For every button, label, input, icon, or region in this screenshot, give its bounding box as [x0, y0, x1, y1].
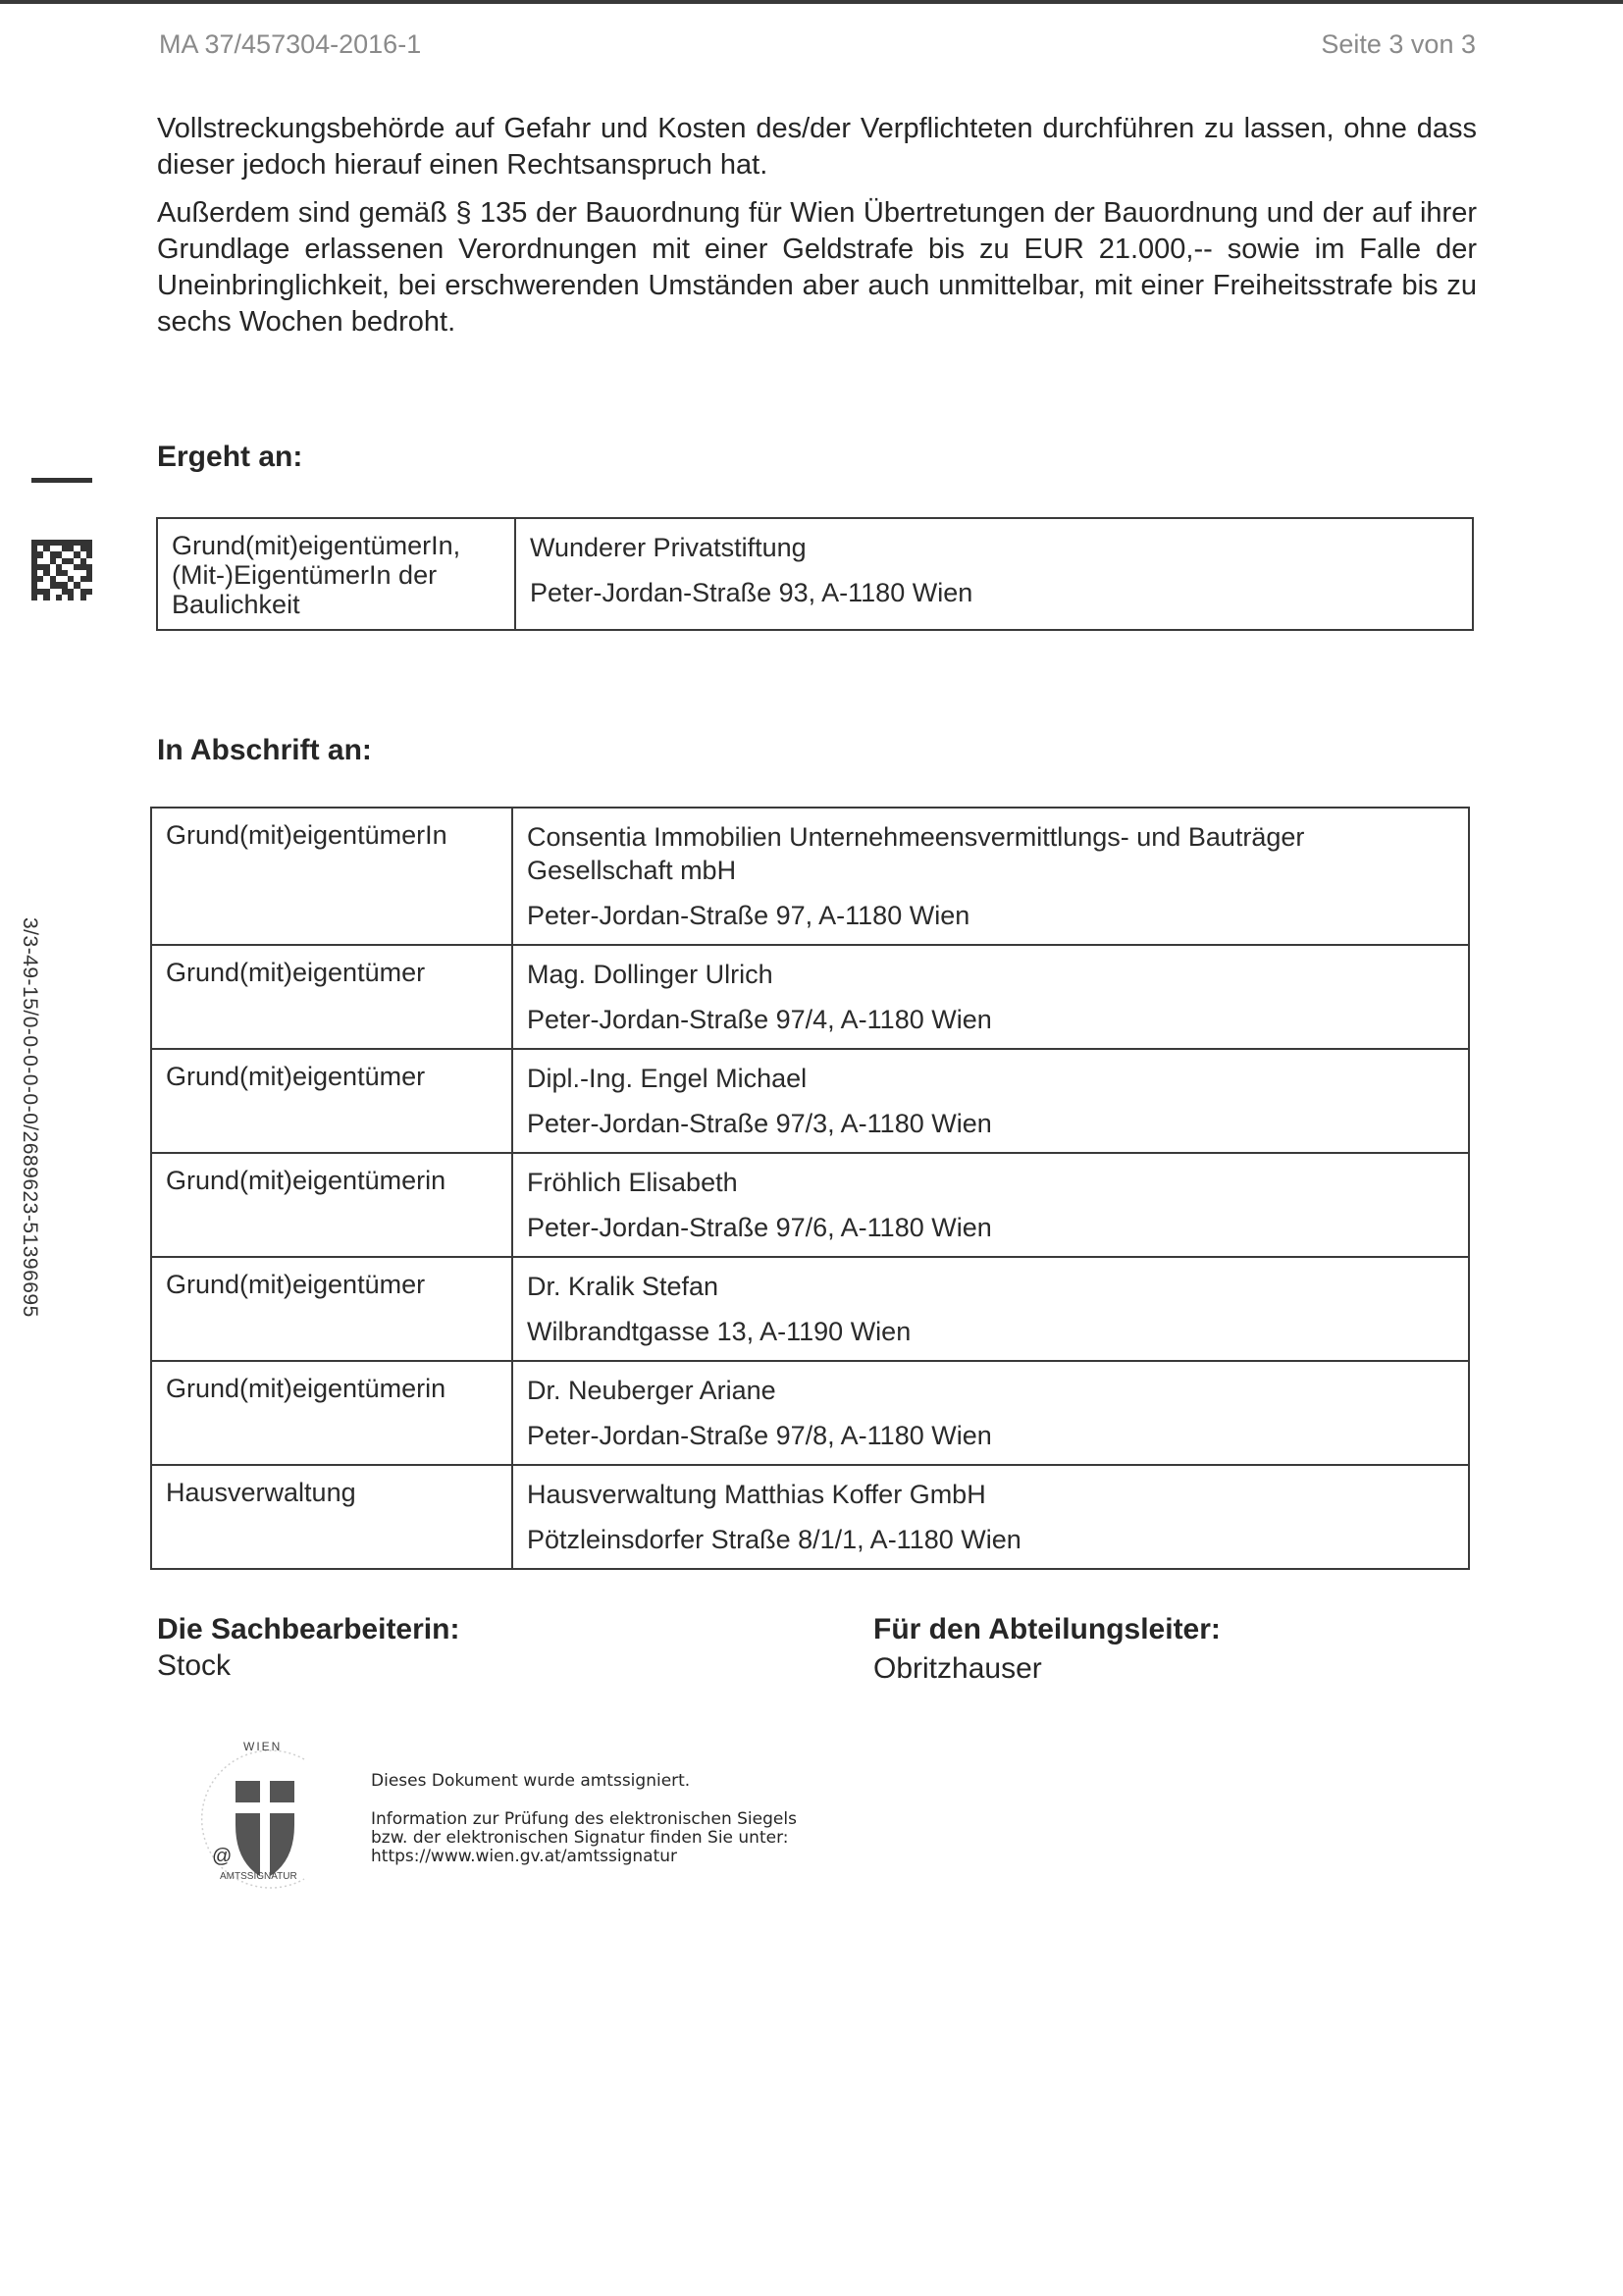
- department-head-title: Für den Abteilungsleiter:: [873, 1613, 1221, 1645]
- recipient-name: Mag. Dollinger Ulrich: [527, 960, 773, 989]
- recipient-role: Grund(mit)eigentümer: [151, 945, 512, 1049]
- recipient-address: Peter-Jordan-Straße 97/3, A-1180 Wien: [527, 1109, 992, 1138]
- table-row: [151, 808, 1469, 945]
- signature-note-line: Dieses Dokument wurde amtssigniert.: [371, 1771, 691, 1791]
- paragraph-penalty: Außerdem sind gemäß § 135 der Bauordnung für Wien Übertretungen der Bauordnung und der auf ihrer Grundlage erlassenen Verordnungen mit einer Geldstrafe bis zu EUR 21.000,-- sowie im Falle der Uneinbringlichkeit, bei erschwerenden Umständen aber auch unmittelbar, mit einer Freiheitsstrafe bis zu sechs Wochen bedroht.: [157, 197, 1477, 338]
- page-number: Seite 3 von 3: [1321, 29, 1476, 59]
- recipient-address: Peter-Jordan-Straße 97/6, A-1180 Wien: [527, 1213, 992, 1242]
- recipient-name: Dr. Kralik Stefan: [527, 1272, 719, 1301]
- seal-at-symbol: @: [212, 1846, 233, 1867]
- case-officer-title: Die Sachbearbeiterin:: [157, 1613, 460, 1645]
- heading-ergeht-an: Ergeht an:: [157, 441, 303, 473]
- recipient-name: Dipl.-Ing. Engel Michael: [527, 1064, 808, 1093]
- top-edge-line: [0, 0, 1623, 4]
- official-seal: [186, 1732, 343, 1899]
- recipient-address: Peter-Jordan-Straße 97/4, A-1180 Wien: [527, 1005, 992, 1034]
- recipient-details: [512, 808, 1469, 945]
- table-row: [151, 1361, 1469, 1465]
- document-reference: MA 37/457304-2016-1: [159, 29, 422, 59]
- recipient-role: Grund(mit)eigentümerIn, (Mit-)EigentümerIn der Baulichkeit: [157, 518, 515, 630]
- recipient-details: [512, 1465, 1469, 1569]
- side-marker-bar: [31, 478, 92, 483]
- recipient-name: Wunderer Privatstiftung: [530, 533, 807, 562]
- vertical-document-code: 3/3-49-15/0-0-0-0-0-0/2689623-51396695: [19, 917, 41, 1318]
- signature-note-line: bzw. der elektronischen Signatur finden Sie unter:: [371, 1828, 789, 1848]
- recipient-details: [512, 945, 1469, 1049]
- table-row: [151, 1257, 1469, 1361]
- recipient-role: Grund(mit)eigentümerin: [151, 1361, 512, 1465]
- recipient-address: Peter-Jordan-Straße 97, A-1180 Wien: [527, 901, 970, 930]
- table-row: [151, 1153, 1469, 1257]
- recipient-address: Wilbrandtgasse 13, A-1190 Wien: [527, 1317, 912, 1346]
- signature-url: https://www.wien.gv.at/amtssignatur: [371, 1847, 677, 1866]
- recipient-details: [512, 1049, 1469, 1153]
- table-row: [157, 518, 1473, 630]
- recipient-role: Grund(mit)eigentümerin: [151, 1153, 512, 1257]
- recipient-address: Peter-Jordan-Straße 97/8, A-1180 Wien: [527, 1421, 992, 1450]
- recipient-table: [156, 517, 1474, 631]
- department-head-name: Obritzhauser: [873, 1652, 1042, 1685]
- table-row: [151, 1049, 1469, 1153]
- recipient-role: Hausverwaltung: [151, 1465, 512, 1569]
- recipient-address: Peter-Jordan-Straße 93, A-1180 Wien: [530, 578, 973, 607]
- recipient-details: [515, 518, 1473, 630]
- seal-bottom-text: AMTSSIGNATUR: [220, 1871, 297, 1882]
- recipient-name: Fröhlich Elisabeth: [527, 1168, 738, 1197]
- seal-top-text: WIEN: [243, 1740, 283, 1753]
- recipient-name: Hausverwaltung Matthias Koffer GmbH: [527, 1480, 986, 1509]
- case-officer-name: Stock: [157, 1649, 232, 1682]
- copy-recipients-table: [150, 807, 1470, 1570]
- recipient-details: [512, 1257, 1469, 1361]
- recipient-role: Grund(mit)eigentümer: [151, 1257, 512, 1361]
- table-row: [151, 1465, 1469, 1569]
- recipient-role: Grund(mit)eigentümerIn: [151, 808, 512, 945]
- recipient-details: [512, 1153, 1469, 1257]
- heading-abschrift-an: In Abschrift an:: [157, 734, 372, 766]
- recipient-name: Dr. Neuberger Ariane: [527, 1376, 776, 1405]
- recipient-address: Pötzleinsdorfer Straße 8/1/1, A-1180 Wien: [527, 1525, 1021, 1554]
- datamatrix-code-icon: [31, 540, 92, 600]
- signature-note-line: Information zur Prüfung des elektronischen Siegels: [371, 1809, 797, 1829]
- paragraph-enforcement: Vollstreckungsbehörde auf Gefahr und Kosten des/der Verpflichteten durchführen zu lassen, ohne dass dieser jedoch hierauf einen Rechtsanspruch hat.: [157, 113, 1477, 181]
- table-row: [151, 945, 1469, 1049]
- recipient-details: [512, 1361, 1469, 1465]
- recipient-role: Grund(mit)eigentümer: [151, 1049, 512, 1153]
- recipient-name: Consentia Immobilien Unternehmeensvermittlungs- und Bauträger Gesellschaft mbH: [527, 822, 1305, 885]
